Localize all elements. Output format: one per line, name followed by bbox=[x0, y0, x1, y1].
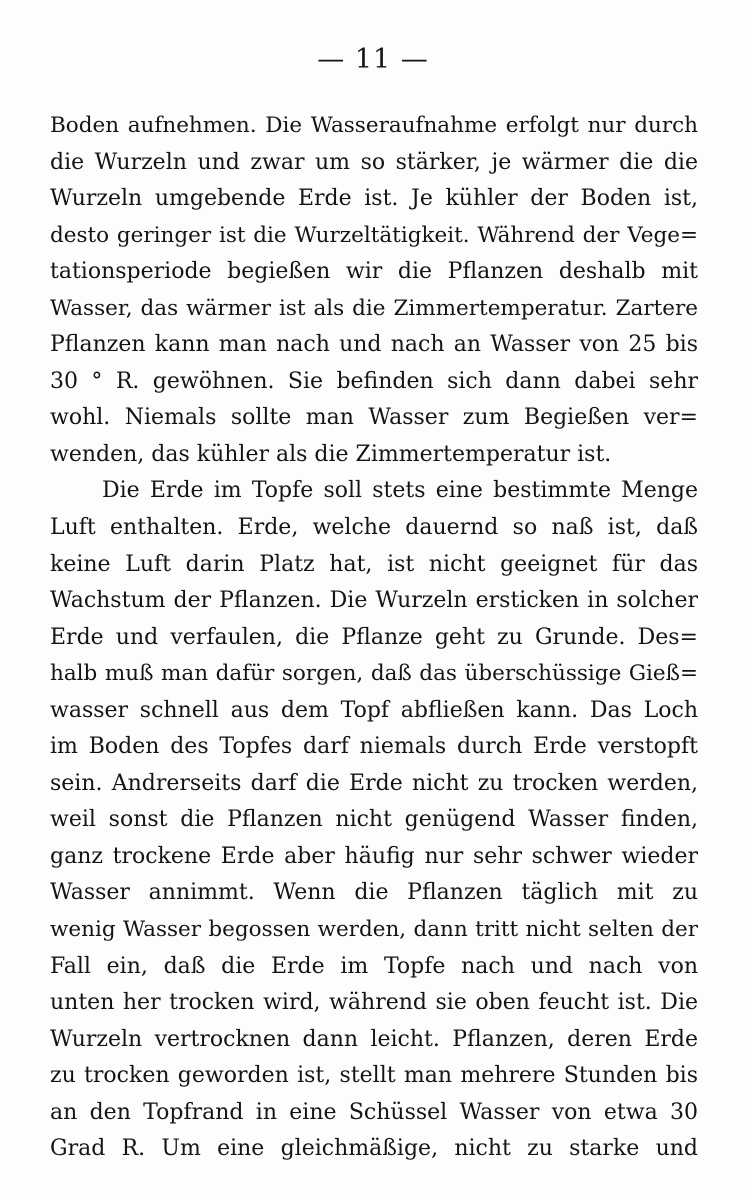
text-line: unten her trocken wird, während sie oben feucht ist. Die bbox=[50, 990, 698, 1016]
text-line: Wasser, das wärmer ist als die Zimmertemperatur. Zartere bbox=[50, 295, 698, 321]
text-line: Wurzeln umgebende Erde ist. Je kühler der Boden ist, bbox=[50, 186, 698, 212]
text-line: wohl. Niemals sollte man Wasser zum Begießen ver= bbox=[50, 405, 698, 431]
text-line: zu trocken geworden ist, stellt man mehrere Stunden bis bbox=[50, 1063, 698, 1089]
text-line: sein. Andrerseits darf die Erde nicht zu trocken werden, bbox=[50, 770, 698, 796]
body-text bbox=[50, 108, 698, 1168]
text-line: Fall ein, daß die Erde im Topfe nach und nach von bbox=[50, 953, 698, 979]
text-line: Pflanzen kann man nach und nach an Wasser von 25 bis bbox=[50, 332, 698, 358]
page-number: — 11 — bbox=[317, 44, 429, 75]
text-line: Boden aufnehmen. Die Wasseraufnahme erfolgt nur durch bbox=[50, 113, 698, 138]
text-line: weil sonst die Pflanzen nicht genügend Wasser finden, bbox=[50, 807, 698, 833]
text-line: tationsperiode begießen wir die Pflanzen deshalb mit bbox=[50, 259, 698, 285]
text-line: Wasser annimmt. Wenn die Pflanzen täglich mit zu bbox=[50, 880, 698, 906]
paragraph-start-line: Die Erde im Topfe soll stets eine bestimmte Menge bbox=[102, 478, 698, 504]
text-line: keine Luft darin Platz hat, ist nicht geeignet für das bbox=[50, 551, 698, 577]
text-line: wasser schnell aus dem Topf abfließen kann. Das Loch bbox=[50, 697, 698, 723]
text-line: die Wurzeln und zwar um so stärker, je wärmer die die bbox=[50, 149, 698, 175]
text-line: Erde und verfaulen, die Pflanze geht zu Grunde. Des= bbox=[50, 624, 698, 650]
text-line: desto geringer ist die Wurzeltätigkeit. Während der Vege= bbox=[50, 222, 698, 248]
paragraph-end-line: wenden, das kühler als die Zimmertemperatur ist. bbox=[50, 441, 612, 467]
text-line: halb muß man dafür sorgen, daß das überschüssige Gieß= bbox=[50, 661, 698, 687]
text-line: Luft enthalten. Erde, welche dauernd so naß ist, daß bbox=[50, 515, 698, 541]
text-line: 30 ° R. gewöhnen. Sie befinden sich dann dabei sehr bbox=[50, 368, 698, 394]
text-line: Wachstum der Pflanzen. Die Wurzeln ersticken in solcher bbox=[50, 588, 698, 614]
text-line: Wurzeln vertrocknen dann leicht. Pflanzen, deren Erde bbox=[50, 1026, 698, 1052]
text-line: Grad R. Um eine gleichmäßige, nicht zu starke und bbox=[50, 1136, 698, 1162]
text-line: an den Topfrand in eine Schüssel Wasser von etwa 30 bbox=[50, 1099, 698, 1125]
text-line: im Boden des Topfes darf niemals durch Erde verstopft bbox=[50, 734, 698, 760]
text-line: wenig Wasser begossen werden, dann tritt nicht selten der bbox=[50, 917, 698, 943]
text-line: ganz trockene Erde aber häufig nur sehr schwer wieder bbox=[50, 843, 698, 869]
